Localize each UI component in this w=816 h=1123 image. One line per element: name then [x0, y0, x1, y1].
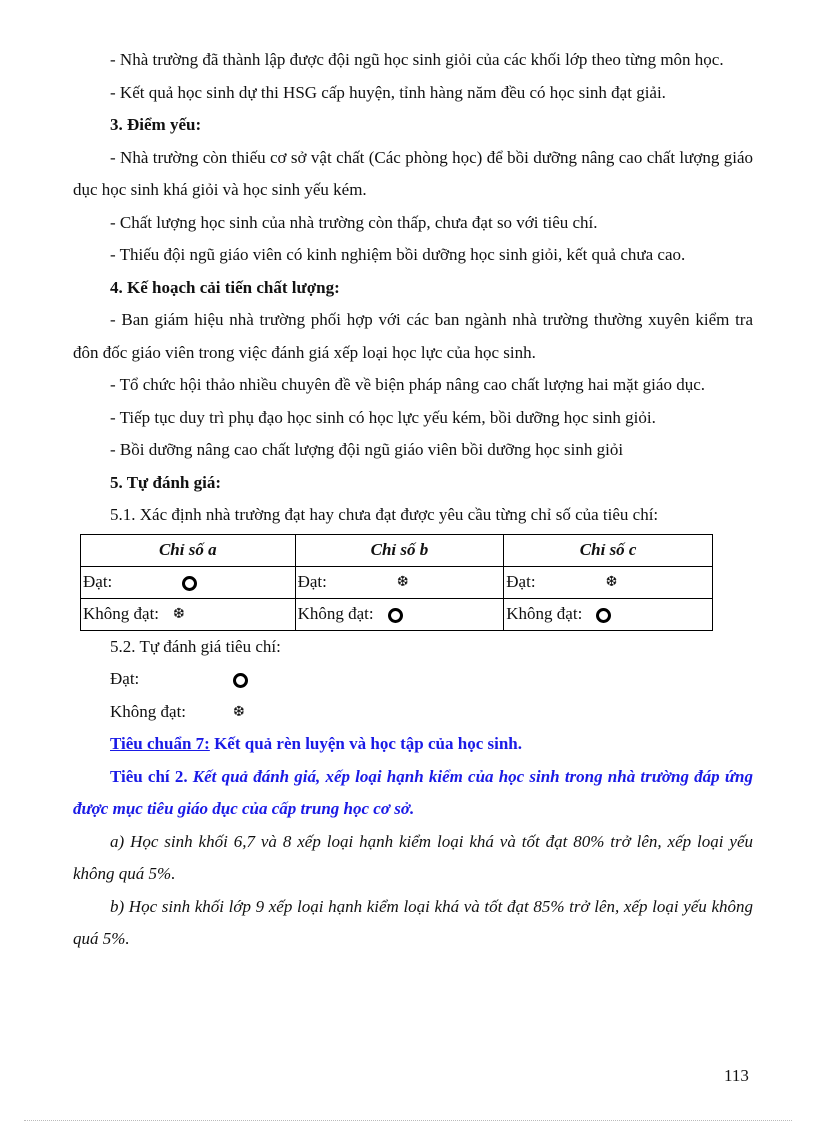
paragraph: 5.1. Xác định nhà trường đạt hay chưa đạt được yêu cầu từng chỉ số của tiêu chí:: [110, 505, 659, 524]
section-heading: 5. Tự đánh giá:: [110, 472, 221, 492]
cell-label: Không đạt:: [297, 604, 374, 623]
table-cell: [504, 598, 713, 630]
table-header: Chỉ số a: [81, 534, 296, 566]
paragraph: - Chất lượng học sinh của nhà trường còn thấp, chưa đạt so với tiêu chí.: [110, 212, 598, 232]
paragraph: 5.2. Tự đánh giá tiêu chí:: [110, 636, 281, 656]
table-header-row: [81, 534, 713, 566]
indicator: b) Học sinh khối lớp 9 xếp loại hạnh kiểm loại khá và tốt đạt 85% trở lên, xếp loại yếu không quá 5%.: [73, 896, 753, 948]
fail-label: Không đạt:: [110, 701, 187, 721]
table-row-pass: [81, 566, 713, 598]
ring-icon: [182, 576, 197, 591]
table-cell: [295, 598, 504, 630]
snowflake-icon: ❆: [173, 607, 185, 623]
cell-label: Không đạt:: [83, 604, 160, 623]
table-header: Chỉ số c: [504, 534, 713, 566]
page-number: 113: [724, 1066, 749, 1085]
criterion-label: Tiêu chí 2.: [110, 766, 188, 786]
standard-title: Kết quả rèn luyện và học tập của học sinh.: [209, 734, 523, 753]
table-cell: [295, 566, 504, 598]
snowflake-icon: ❆: [605, 575, 618, 591]
cell-label: Đạt:: [297, 572, 327, 591]
paragraph: - Nhà trường đã thành lập được đội ngũ học sinh giỏi của các khối lớp theo từng môn học.: [110, 50, 724, 69]
paragraph: - Bồi dưỡng nâng cao chất lượng đội ngũ giáo viên bồi dưỡng học sinh giỏi: [110, 440, 624, 459]
ring-icon: [233, 673, 248, 688]
pass-label: Đạt:: [110, 669, 140, 688]
table-cell: [81, 598, 296, 630]
indicator: a) Học sinh khối 6,7 và 8 xếp loại hạnh kiểm loại khá và tốt đạt 80% trở lên, xếp loại yếu không quá 5%.: [73, 831, 753, 883]
snowflake-icon: ❆: [396, 575, 409, 591]
table-row-fail: [81, 598, 713, 630]
section-heading: 3. Điểm yếu:: [110, 115, 202, 134]
self-assessment-fail: [73, 696, 753, 729]
cell-label: Đạt:: [506, 572, 536, 591]
paragraph: - Thiếu đội ngũ giáo viên có kinh nghiệm bồi dưỡng học sinh giỏi, kết quả chưa cao.: [110, 245, 686, 264]
paragraph: - Kết quả học sinh dự thi HSG cấp huyện, tỉnh hàng năm đều có học sinh đạt giải.: [110, 82, 666, 102]
table-header: Chỉ số b: [295, 534, 504, 566]
self-assessment-pass: [73, 663, 753, 696]
cell-label: Đạt:: [83, 572, 113, 591]
document-page: [73, 44, 753, 956]
criterion-title: Kết quả đánh giá, xếp loại hạnh kiểm của học sinh trong nhà trường đáp ứng được mục tiêu giáo dục của cấp trung học cơ sở.: [73, 766, 753, 818]
standard-label: Tiêu chuẩn 7:: [110, 734, 210, 753]
criterion-heading: [73, 761, 753, 826]
paragraph: - Tiếp tục duy trì phụ đạo học sinh có học lực yếu kém, bồi dưỡng học sinh giỏi.: [110, 407, 656, 427]
paragraph: - Tổ chức hội thảo nhiều chuyên đề về biện pháp nâng cao chất lượng hai mặt giáo dục.: [110, 375, 705, 394]
section-heading: 4. Kế hoạch cải tiến chất lượng:: [110, 277, 340, 297]
paragraph: - Ban giám hiệu nhà trường phối hợp với các ban ngành nhà trường thường xuyên kiểm tra đôn đốc giáo viên trong việc đánh giá xếp loại học lực của học sinh.: [73, 310, 753, 362]
cell-label: Không đạt:: [506, 604, 583, 623]
paragraph: - Nhà trường còn thiếu cơ sở vật chất (Các phòng học) để bồi dưỡng nâng cao chất lượng giáo dục học sinh khá giỏi và học sinh yếu kém.: [73, 147, 753, 199]
table-cell: [81, 566, 296, 598]
snowflake-icon: ❆: [233, 704, 245, 720]
ring-icon: [388, 608, 403, 623]
footer-divider: [24, 1120, 792, 1121]
ring-icon: [596, 608, 611, 623]
table-cell: [504, 566, 713, 598]
criteria-table: [80, 534, 713, 631]
standard-heading: [73, 728, 753, 761]
